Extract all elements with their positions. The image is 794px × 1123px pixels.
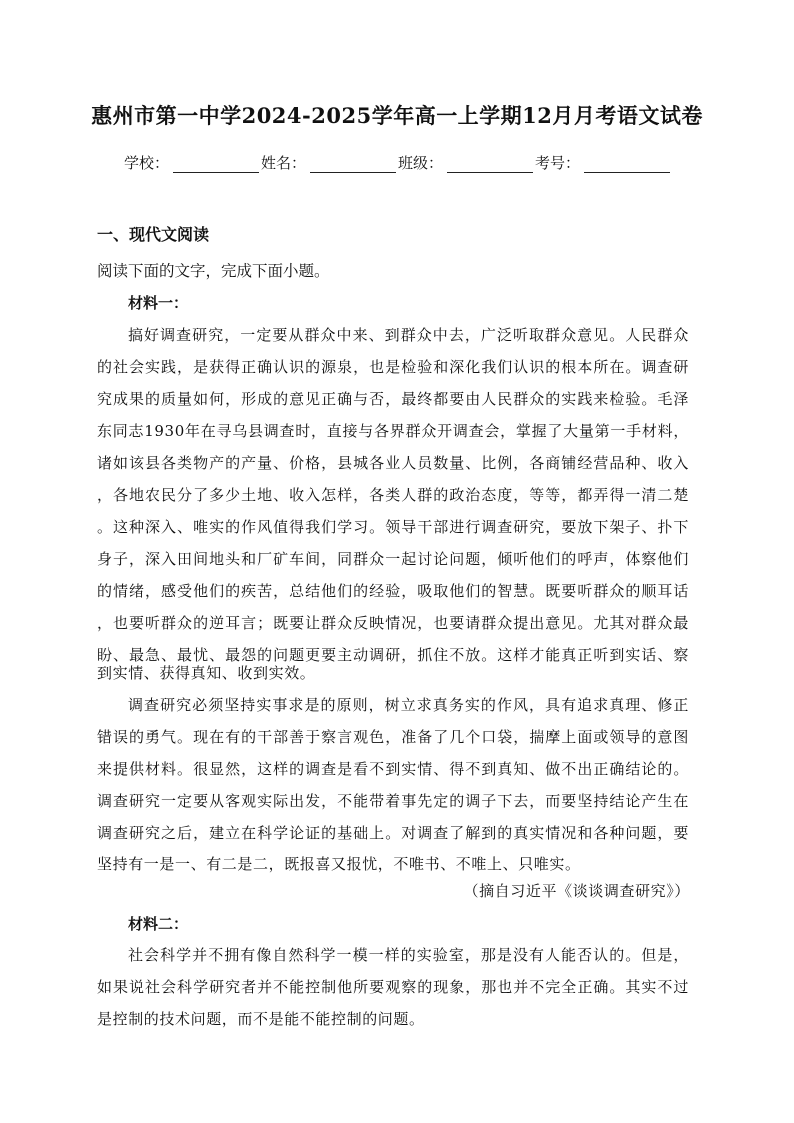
class-field (398, 152, 535, 173)
text-line: ，各地农民分了多少土地、收入怎样，各类人群的政治态度，等等，都弄得一清二楚 (97, 486, 689, 504)
text-line: 来提供材料。很显然，这样的调查是看不到实情、得不到真知、做不出正确结论的。 (97, 760, 689, 778)
reading-instruction: 阅读下面的文字，完成下面小题。 (97, 262, 330, 280)
name-blank[interactable] (310, 155, 396, 173)
text-line: 调查研究一定要从客观实际出发，不能带着事先定的调子下去，而要坚持结论产生在 (97, 792, 689, 810)
student-info-row (124, 152, 672, 173)
name-field (261, 152, 398, 173)
text-line: 是控制的技术问题，而不是能不能控制的问题。 (97, 1010, 425, 1028)
text-line: 错误的勇气。现在有的干部善于察言观色，准备了几个口袋，揣摩上面或领导的意图 (97, 728, 689, 746)
text-line: 究成果的质量如何，形成的意见正确与否，最终都要由人民群众的实践来检验。毛泽 (97, 390, 689, 408)
school-blank[interactable] (173, 155, 259, 173)
school-label: 学校： (124, 154, 170, 172)
school-field (124, 152, 261, 173)
text-line: 社会科学并不拥有像自然科学一模一样的实验室，那是没有人能否认的。但是， (128, 946, 689, 964)
material-2-heading: 材料二： (128, 915, 189, 933)
text-line: 坚持有一是一、有二是二，既报喜又报忧，不唯书、不唯上、只唯实。 (97, 855, 581, 873)
exam-number-label: 考号： (535, 154, 581, 172)
text-line: 搞好调查研究，一定要从群众中来、到群众中去，广泛听取群众意见。人民群众 (128, 326, 689, 344)
material-1-source: （摘自习近平《谈谈调查研究》） (463, 882, 690, 900)
exam-number-field (535, 152, 672, 173)
text-line: 的社会实践，是获得正确认识的源泉，也是检验和深化我们认识的根本所在。调查研 (97, 358, 689, 376)
class-blank[interactable] (447, 155, 533, 173)
text-line: 到实情、获得真知、收到实效。 (97, 664, 316, 682)
text-line: 的情绪，感受他们的疾苦，总结他们的经验，吸取他们的智慧。既要听群众的顺耳话 (97, 582, 689, 600)
text-line: 身子，深入田间地头和厂矿车间，同群众一起讨论问题，倾听他们的呼声，体察他们 (97, 550, 689, 568)
section-heading: 一、现代文阅读 (97, 225, 210, 244)
name-label: 姓名： (261, 154, 307, 172)
exam-title: 惠州市第一中学2024-2025学年高一上学期12月月考语文试卷 (91, 103, 703, 128)
material-1-heading: 材料一： (128, 294, 189, 312)
class-label: 班级： (398, 154, 444, 172)
text-line: 诸如该县各类物产的产量、价格，县城各业人员数量、比例，各商铺经营品种、收入 (97, 454, 689, 472)
text-line: 如果说社会科学研究者并不能控制他所要观察的现象，那也并不完全正确。其实不过 (97, 978, 689, 996)
text-line: ，也要听群众的逆耳言；既要让群众反映情况，也要请群众提出意见。尤其对群众最 (97, 614, 689, 632)
text-line: 东同志1930年在寻乌县调查时，直接与各界群众开调查会，掌握了大量第一手材料， (97, 422, 689, 440)
text-line: 调查研究必须坚持实事求是的原则，树立求真务实的作风，具有追求真理、修正 (128, 696, 689, 714)
text-line: 。这种深入、唯实的作风值得我们学习。领导干部进行调查研究，要放下架子、扑下 (97, 518, 689, 536)
exam-number-blank[interactable] (584, 155, 670, 173)
text-line: 盼、最急、最忧、最怨的问题更要主动调研，抓住不放。这样才能真正听到实话、察 (97, 646, 689, 664)
text-line: 调查研究之后，建立在科学论证的基础上。对调查了解到的真实情况和各种问题，要 (97, 824, 689, 842)
